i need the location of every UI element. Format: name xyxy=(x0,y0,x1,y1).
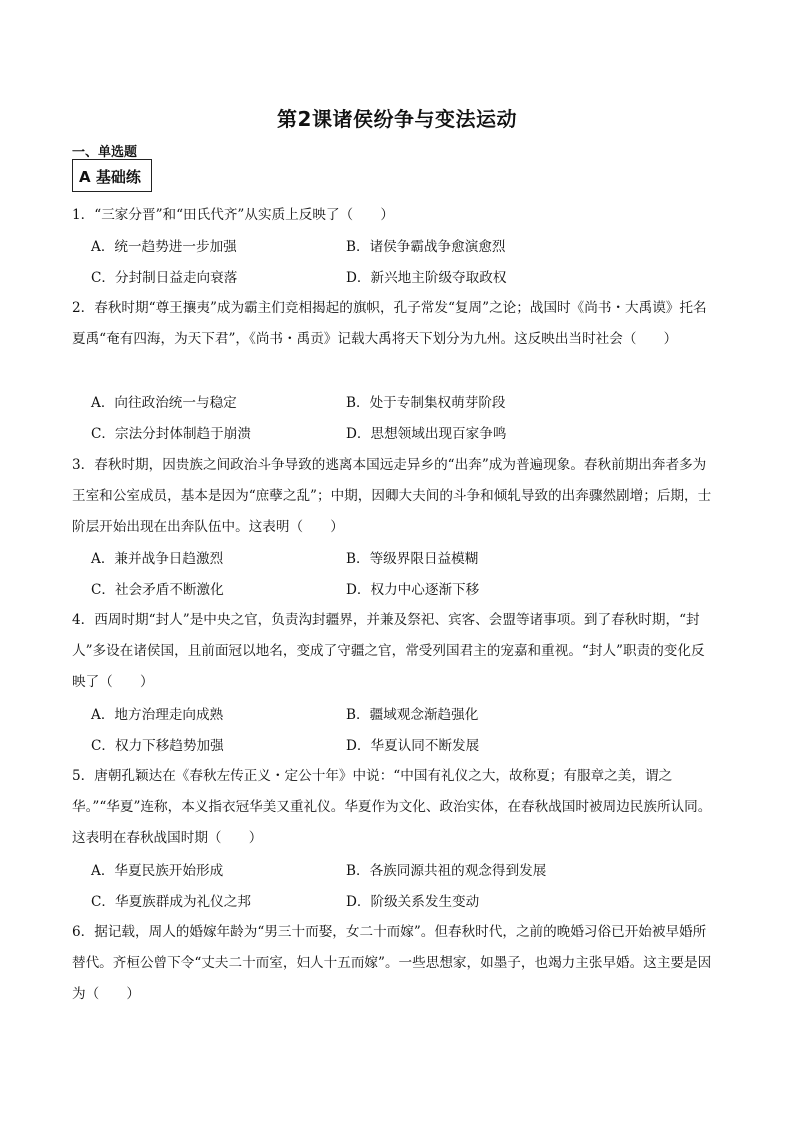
q4-option-d: D．华夏认同不断发展 xyxy=(346,738,480,754)
q2-option-a: A．向往政治统一与稳定 xyxy=(91,395,237,411)
q5-option-c: C．华夏族群成为礼仪之邦 xyxy=(91,894,251,910)
q3-option-d: D．权力中心逐渐下移 xyxy=(346,582,480,598)
q5-option-a: A．华夏民族开始形成 xyxy=(91,863,224,879)
question-4: 4．西周时期“封人”是中央之官，负责沟封疆界，并兼及祭祀、宾客、会盟等诸事项。到了春秋时期，“封人”多设在诸侯国，且前面冠以地名，变成了守疆之官，常受列国君主的宠嘉和重视。“封人”职责的变化反映了（ ） xyxy=(72,612,705,690)
level-label-box xyxy=(72,159,152,192)
q5-option-b: B．各族同源共祖的观念得到发展 xyxy=(346,863,547,879)
section-heading: 一、单选题 xyxy=(72,145,138,160)
question-3: 3．春秋时期，因贵族之间政治斗争导致的逃离本国远走异乡的“出奔”成为普遍现象。春秋前期出奔者多为王室和公室成员，基本是因为“庶孽之乱”；中期，因卿大夫间的斗争和倾轧导致的出奔骤然剧增；后期，士阶层开始出现在出奔队伍中。这表明（ ） xyxy=(72,457,712,535)
q4-option-c: C．权力下移趋势加强 xyxy=(91,738,224,754)
q2-option-b: B．处于专制集权萌芽阶段 xyxy=(346,395,506,411)
q1-option-b: B．诸侯争霸战争愈演愈烈 xyxy=(346,239,506,255)
question-5: 5．唐朝孔颖达在《春秋左传正义・定公十年》中说：“中国有礼仪之大，故称夏；有服章之美，谓之华。”“华夏”连称，本义指衣冠华美又重礼仪。华夏作为文化、政治实体，在春秋战国时被周边民族所认同。这表明在春秋战国时期（ ） xyxy=(72,768,712,846)
level-label: A 基础练 xyxy=(79,168,141,186)
q1-option-c: C．分封制日益走向衰落 xyxy=(91,270,238,286)
page-title: 第2课诸侯纷争与变法运动 xyxy=(277,107,517,131)
q3-option-b: B．等级界限日益模糊 xyxy=(346,551,479,567)
q5-option-d: D．阶级关系发生变动 xyxy=(346,894,480,910)
question-2: 2．春秋时期“尊王攘夷”成为霸主们竞相揭起的旗帜，孔子常发“复周”之论；战国时《尚书・大禹谟》托名夏禹“奄有四海，为天下君”，《尚书・禹贡》记载大禹将天下划分为九州。这反映出当时社会（ ） xyxy=(72,300,707,347)
q1-option-a: A．统一趋势进一步加强 xyxy=(91,239,237,255)
q2-option-d: D．思想领域出现百家争鸣 xyxy=(346,426,507,442)
q3-option-c: C．社会矛盾不断激化 xyxy=(91,582,224,598)
q3-option-a: A．兼并战争日趋激烈 xyxy=(91,551,224,567)
q4-option-b: B．疆域观念渐趋强化 xyxy=(346,707,479,723)
q2-option-c: C．宗法分封体制趋于崩溃 xyxy=(91,426,251,442)
question-1: 1．“三家分晋”和“田氏代齐”从实质上反映了（ ） xyxy=(72,207,394,223)
q4-option-a: A．地方治理走向成熟 xyxy=(91,707,224,723)
q1-option-d: D．新兴地主阶级夺取政权 xyxy=(346,270,507,286)
question-6: 6．据记载，周人的婚嫁年龄为“男三十而娶，女二十而嫁”。但春秋时代，之前的晚婚习俗已开始被早婚所替代。齐桓公曾下令“丈夫二十而室，妇人十五而嫁”。一些思想家，如墨子，也竭力主张早婚。这主要是因为（ ） xyxy=(72,924,712,1002)
